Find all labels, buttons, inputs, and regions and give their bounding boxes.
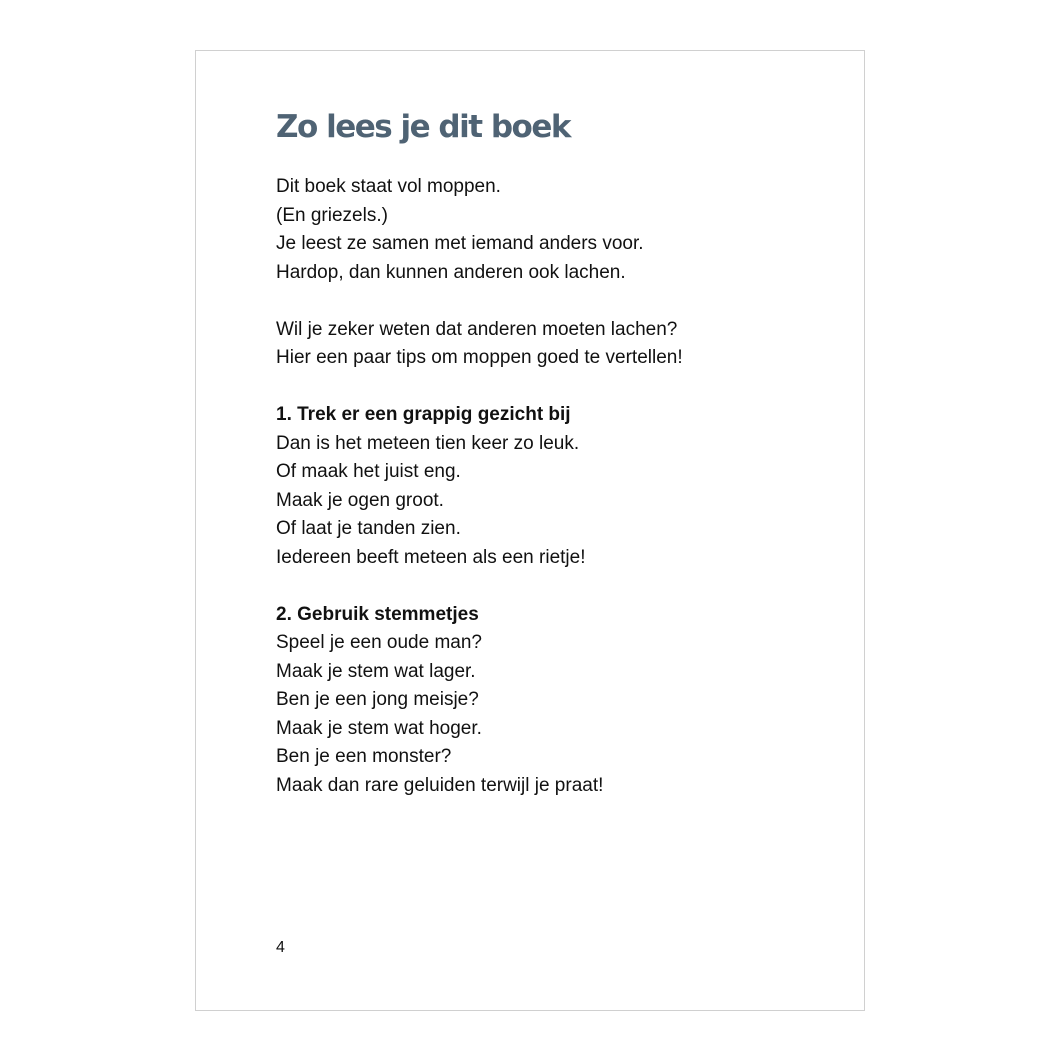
section-line: Maak je stem wat lager.: [276, 660, 476, 682]
intro-line: Dit boek staat vol moppen.: [276, 176, 501, 197]
paragraph-gap: [276, 287, 836, 316]
section-line: Speel je een oude man?: [276, 632, 482, 653]
section-line: Maak je ogen groot.: [276, 489, 444, 511]
intro-line: Hardop, dan kunnen anderen ook lachen.: [276, 261, 626, 283]
section-line: Iedereen beeft meteen als een rietje!: [276, 546, 586, 568]
section-line: Ben je een jong meisje?: [276, 689, 479, 710]
section-line: Of laat je tanden zien.: [276, 518, 461, 539]
intro-line: (En griezels.): [276, 204, 388, 226]
section-line: Ben je een monster?: [276, 746, 452, 767]
intro-line: Je leest ze samen met iemand anders voor.: [276, 233, 644, 254]
page-number: 4: [276, 939, 285, 956]
section-line: Maak dan rare geluiden terwijl je praat!: [276, 774, 604, 796]
section-heading-voices: 2. Gebruik stemmetjes: [276, 603, 479, 625]
paragraph-gap: [276, 572, 836, 601]
tips-intro-line: Hier een paar tips om moppen goed te vertellen!: [276, 347, 683, 368]
section-heading-face: 1. Trek er een grappig gezicht bij: [276, 404, 571, 425]
page-title: Zo lees je dit boek: [276, 109, 570, 145]
book-page: [195, 50, 865, 1011]
section-line: Maak je stem wat hoger.: [276, 717, 482, 739]
section-line: Of maak het juist eng.: [276, 461, 461, 482]
tips-intro-line: Wil je zeker weten dat anderen moeten lachen?: [276, 318, 678, 340]
paragraph-gap: [276, 373, 836, 402]
section-line: Dan is het meteen tien keer zo leuk.: [276, 432, 580, 454]
page-body: [276, 173, 836, 800]
